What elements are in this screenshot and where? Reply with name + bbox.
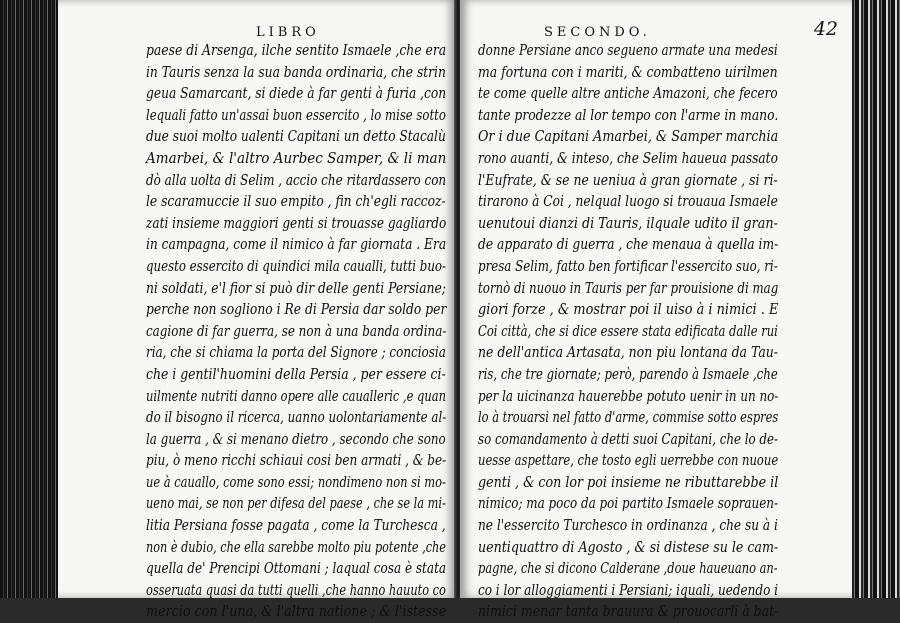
- text-line: ue à cauallo, come sono essi; nondimeno non si mo-: [146, 473, 446, 491]
- text-line: perche non sogliono i Re di Persia dar soldo per: [146, 301, 447, 319]
- text-line: ueno mai, se non per difesa del paese , che se la mi-: [146, 495, 446, 513]
- left-page: [58, 0, 456, 621]
- text-line: so comandamento à detti suoi Capitani, che lo de-: [478, 430, 778, 448]
- right-running-head: SECONDO.: [544, 25, 651, 40]
- text-line: lo à trouarsi nel fatto d'arme, commise sotto espres: [478, 409, 779, 427]
- text-line: per la uicinanza hauerebbe potuto uenir in un no-: [478, 387, 779, 405]
- text-line: questo essercito di quindici mila caualli, tutti buo-: [146, 257, 446, 275]
- left-page-text: [146, 40, 446, 623]
- text-line: presa Selim, fatto ben fortificar l'essercito suo, ri-: [478, 257, 778, 275]
- text-line: uentiquattro di Agosto , & si distese su le cam-: [478, 538, 779, 556]
- text-line: l'Eufrate, & se ne ueniua à gran giornate , si ri-: [478, 171, 778, 189]
- text-line: nimici menar tanta brauura & prouocarli à bat-: [478, 603, 779, 621]
- text-line: ni soldati, e'l fior si può dir delle genti Persiane;: [146, 279, 446, 297]
- text-line: de apparato di guerra , che menaua à quella im-: [478, 236, 779, 254]
- text-line: cagione di far guerra, se non à una banda ordina-: [146, 322, 447, 340]
- text-line: tirarono à Coi , nelqual luogo si trouaua Ismaele: [478, 193, 778, 211]
- text-line: zati insieme maggiori genti si trouasse gagliardo: [146, 214, 447, 232]
- text-line: che i gentil'huomini della Persia , per essere ci-: [146, 365, 446, 383]
- text-line: piu, ò meno ricchi schiaui cosi ben armati , & be-: [146, 452, 447, 470]
- text-line: nimico; ma poco da poi partito Ismaele soprauen-: [478, 495, 778, 513]
- text-line: pagne, che si dicono Calderane ,doue haueuano an-: [478, 560, 778, 578]
- text-line: ris, che tre giornate; però, parendo à Ismaele ,che: [478, 365, 778, 383]
- text-line: giori forze , & mostrar poi il uiso à i nimici . E: [478, 301, 779, 319]
- text-line: ne dell'antica Artasata, non piu lontana da Tau-: [478, 344, 778, 362]
- text-line: le scaramuccie il suo empito , fin ch'egli raccoz-: [146, 193, 446, 211]
- book-edge-left: [0, 0, 58, 598]
- text-line: co i lor alloggiamenti i Persiani; iquali, uedendo i: [478, 581, 779, 599]
- text-line: in campagna, come il nimico à far giornata . Era: [146, 236, 447, 254]
- text-line: osseruata quasi da tutti quelli ,che hanno hauuto co: [146, 581, 446, 599]
- text-line: ma fortuna con i mariti, & combatteno uirilmen: [478, 63, 778, 81]
- text-line: ne l'essercito Turchesco in ordinanza , che su à i: [478, 517, 778, 535]
- text-line: la guerra , & si menano dietro , secondo che sono: [146, 430, 446, 448]
- text-line: due suoi molto ualenti Capitani un detto Stacalù: [146, 128, 446, 146]
- text-line: Amarbei, & l'altro Aurbec Samper, & li man: [146, 149, 447, 167]
- right-page-text: [478, 40, 778, 623]
- text-line: mercio con l'una, & l'altra natione ; & l'istesse: [146, 603, 447, 621]
- text-line: genti , & con lor poi insieme ne ributtarebbe il: [478, 473, 779, 491]
- page-number: 42: [813, 18, 838, 40]
- text-line: donne Persiane anco seguenо armate una medesi: [478, 42, 778, 59]
- text-line: Coi città, che si dice essere stata edificata dalle rui: [478, 322, 778, 340]
- text-line: in Tauris senza la sua banda ordinaria, che strin: [146, 63, 446, 81]
- text-line: Or i due Capitani Amarbei, & Samper marchia: [478, 128, 779, 146]
- text-line: lequali fatto un'assai buon essercito , lo mise sotto: [146, 106, 446, 124]
- text-line: dò alla uolta di Selim , accio che ritardassero con: [146, 171, 447, 189]
- text-line: uenutoui dianzi di Tauris, ilquale udito il gran-: [478, 214, 778, 232]
- text-line: paese di Arsenga, ilche sentito Ismaele ,che era: [146, 42, 447, 59]
- text-line: quella de' Prencipi Ottomani ; laqual cosa è stata: [146, 560, 447, 578]
- text-line: tornò di nuouo in Tauris per far prouisione di mag: [478, 279, 779, 297]
- text-line: rono auanti, & inteso, che Selim haueua passato: [478, 149, 778, 167]
- text-line: uesse aspettare, che tosto egli uerrebbe con nuoue: [478, 452, 779, 470]
- text-line: tante prodezze al lor tempo con l'arme in mano.: [478, 106, 779, 124]
- text-line: te come quelle altre antiche Amazoni, che fecero: [478, 85, 778, 103]
- right-page: [460, 0, 852, 621]
- text-line: non è dubio, che ella sarebbe molto piu potente ,che: [146, 538, 446, 556]
- text-line: uilmente nutriti danno opere alle caualleric ,e quan: [146, 387, 446, 405]
- text-line: geua Samarcant, si diede à far genti à furia ,con: [146, 85, 447, 103]
- text-line: litia Persiana fosse pagata , come la Turchesca ,: [146, 517, 446, 535]
- text-line: do il bisogno il ricerca, uanno uolontariamente al-: [146, 409, 447, 427]
- text-line: ria, che si chiama la porta del Signore ; conciosia: [146, 344, 446, 362]
- book-edge-right: [850, 0, 900, 598]
- left-running-head: LIBRO: [256, 25, 320, 40]
